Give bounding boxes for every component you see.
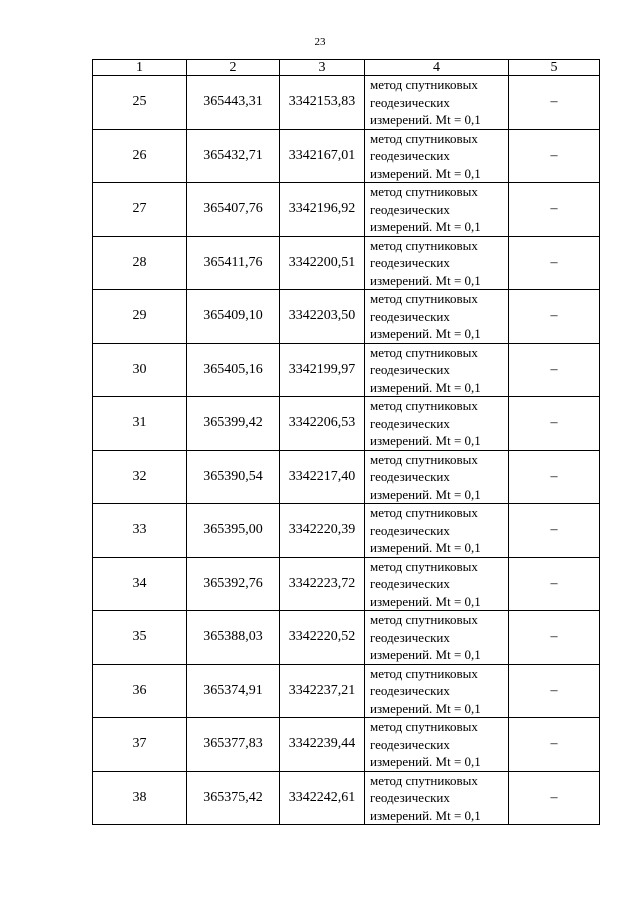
x-coordinate-cell: 365374,91 (187, 664, 280, 718)
method-line: геодезических (370, 362, 450, 377)
method-line: измерений. Mt = 0,1 (370, 593, 481, 609)
method-line: геодезических (370, 469, 450, 484)
method-line: геодезических (370, 415, 450, 431)
y-coordinate-cell: 3342153,83 (280, 76, 365, 130)
method-cell (365, 557, 509, 611)
column-header: 3 (280, 60, 365, 76)
description-cell: – (509, 557, 600, 611)
method-line: метод спутниковых (370, 130, 478, 146)
method-cell (365, 450, 509, 504)
table-row (93, 611, 600, 665)
method-cell (365, 397, 509, 451)
method-line: измерений. Mt = 0,1 (370, 754, 481, 769)
point-number-cell: 27 (93, 183, 187, 237)
description-cell: – (509, 611, 600, 665)
y-coordinate-cell: 3342242,61 (280, 771, 365, 825)
point-number-cell: 25 (93, 76, 187, 130)
x-coordinate-cell: 365388,03 (187, 611, 280, 665)
description-cell: – (509, 76, 600, 130)
description-cell: – (509, 236, 600, 290)
y-coordinate-cell: 3342239,44 (280, 718, 365, 772)
x-coordinate-cell: 365395,00 (187, 504, 280, 558)
method-line: геодезических (370, 308, 450, 324)
column-header: 2 (187, 60, 280, 76)
column-header: 1 (93, 60, 187, 76)
y-coordinate-cell: 3342237,21 (280, 664, 365, 718)
y-coordinate-cell: 3342206,53 (280, 397, 365, 451)
method-line: геодезических (370, 736, 450, 752)
column-header: 5 (509, 60, 600, 76)
method-line: геодезических (370, 629, 450, 645)
y-coordinate-cell: 3342167,01 (280, 129, 365, 183)
method-cell (365, 76, 509, 130)
method-line: метод спутниковых (370, 344, 478, 360)
table-row (93, 129, 600, 183)
table-row (93, 397, 600, 451)
y-coordinate-cell: 3342199,97 (280, 343, 365, 397)
method-line: метод спутниковых (370, 772, 478, 788)
method-line: метод спутниковых (370, 719, 478, 734)
page-number: 23 (314, 36, 326, 48)
x-coordinate-cell: 365375,42 (187, 771, 280, 825)
method-line: измерений. Mt = 0,1 (370, 219, 481, 234)
method-line: метод спутниковых (370, 398, 478, 413)
table-row (93, 718, 600, 772)
method-line: геодезических (370, 790, 450, 805)
point-number-cell: 35 (93, 611, 187, 665)
method-line: измерений. Mt = 0,1 (370, 700, 481, 716)
table-row (93, 236, 600, 290)
table-header-row (93, 60, 600, 76)
x-coordinate-cell: 365443,31 (187, 76, 280, 130)
y-coordinate-cell: 3342223,72 (280, 557, 365, 611)
method-line: метод спутниковых (370, 558, 478, 574)
method-line: измерений. Mt = 0,1 (370, 272, 481, 288)
method-cell (365, 664, 509, 718)
method-line: метод спутниковых (370, 237, 478, 253)
method-cell (365, 718, 509, 772)
table-row (93, 557, 600, 611)
x-coordinate-cell: 365409,10 (187, 290, 280, 344)
table-row (93, 771, 600, 825)
x-coordinate-cell: 365405,16 (187, 343, 280, 397)
table-row (93, 290, 600, 344)
x-coordinate-cell: 365399,42 (187, 397, 280, 451)
method-cell (365, 611, 509, 665)
y-coordinate-cell: 3342220,39 (280, 504, 365, 558)
method-line: метод спутниковых (370, 184, 478, 199)
x-coordinate-cell: 365432,71 (187, 129, 280, 183)
column-header: 4 (365, 60, 509, 76)
method-cell (365, 129, 509, 183)
table-row (93, 504, 600, 558)
point-number-cell: 29 (93, 290, 187, 344)
x-coordinate-cell: 365392,76 (187, 557, 280, 611)
coordinates-table (92, 59, 600, 825)
method-line: метод спутниковых (370, 612, 478, 627)
method-line: геодезических (370, 201, 450, 217)
description-cell: – (509, 771, 600, 825)
method-cell (365, 343, 509, 397)
description-cell: – (509, 183, 600, 237)
y-coordinate-cell: 3342200,51 (280, 236, 365, 290)
point-number-cell: 28 (93, 236, 187, 290)
method-line: измерений. Mt = 0,1 (370, 165, 481, 181)
table-row (93, 343, 600, 397)
method-cell (365, 183, 509, 237)
description-cell: – (509, 129, 600, 183)
table-row (93, 183, 600, 237)
point-number-cell: 37 (93, 718, 187, 772)
x-coordinate-cell: 365411,76 (187, 236, 280, 290)
description-cell: – (509, 450, 600, 504)
description-cell: – (509, 504, 600, 558)
method-cell (365, 771, 509, 825)
point-number-cell: 31 (93, 397, 187, 451)
x-coordinate-cell: 365377,83 (187, 718, 280, 772)
table-row (93, 450, 600, 504)
description-cell: – (509, 290, 600, 344)
description-cell: – (509, 397, 600, 451)
method-line: измерений. Mt = 0,1 (370, 379, 481, 395)
table-row (93, 664, 600, 718)
table-row (93, 76, 600, 130)
method-line: метод спутниковых (370, 291, 478, 306)
method-line: метод спутниковых (370, 77, 478, 92)
method-line: измерений. Mt = 0,1 (370, 112, 481, 127)
method-line: геодезических (370, 255, 450, 270)
x-coordinate-cell: 365390,54 (187, 450, 280, 504)
point-number-cell: 32 (93, 450, 187, 504)
method-line: геодезических (370, 148, 450, 163)
point-number-cell: 34 (93, 557, 187, 611)
method-line: геодезических (370, 522, 450, 538)
y-coordinate-cell: 3342203,50 (280, 290, 365, 344)
point-number-cell: 36 (93, 664, 187, 718)
method-cell (365, 290, 509, 344)
method-cell (365, 236, 509, 290)
method-line: измерений. Mt = 0,1 (370, 486, 481, 502)
point-number-cell: 26 (93, 129, 187, 183)
method-line: измерений. Mt = 0,1 (370, 540, 481, 555)
description-cell: – (509, 343, 600, 397)
description-cell: – (509, 718, 600, 772)
method-line: измерений. Mt = 0,1 (370, 807, 481, 823)
method-cell (365, 504, 509, 558)
method-line: измерений. Mt = 0,1 (370, 433, 481, 448)
method-line: геодезических (370, 576, 450, 591)
method-line: метод спутниковых (370, 665, 478, 681)
method-line: метод спутниковых (370, 451, 478, 467)
method-line: метод спутниковых (370, 505, 478, 520)
method-line: измерений. Mt = 0,1 (370, 647, 481, 662)
point-number-cell: 33 (93, 504, 187, 558)
y-coordinate-cell: 3342220,52 (280, 611, 365, 665)
y-coordinate-cell: 3342217,40 (280, 450, 365, 504)
method-line: геодезических (370, 683, 450, 698)
description-cell: – (509, 664, 600, 718)
point-number-cell: 38 (93, 771, 187, 825)
y-coordinate-cell: 3342196,92 (280, 183, 365, 237)
method-line: геодезических (370, 94, 450, 110)
method-line: измерений. Mt = 0,1 (370, 326, 481, 341)
point-number-cell: 30 (93, 343, 187, 397)
x-coordinate-cell: 365407,76 (187, 183, 280, 237)
